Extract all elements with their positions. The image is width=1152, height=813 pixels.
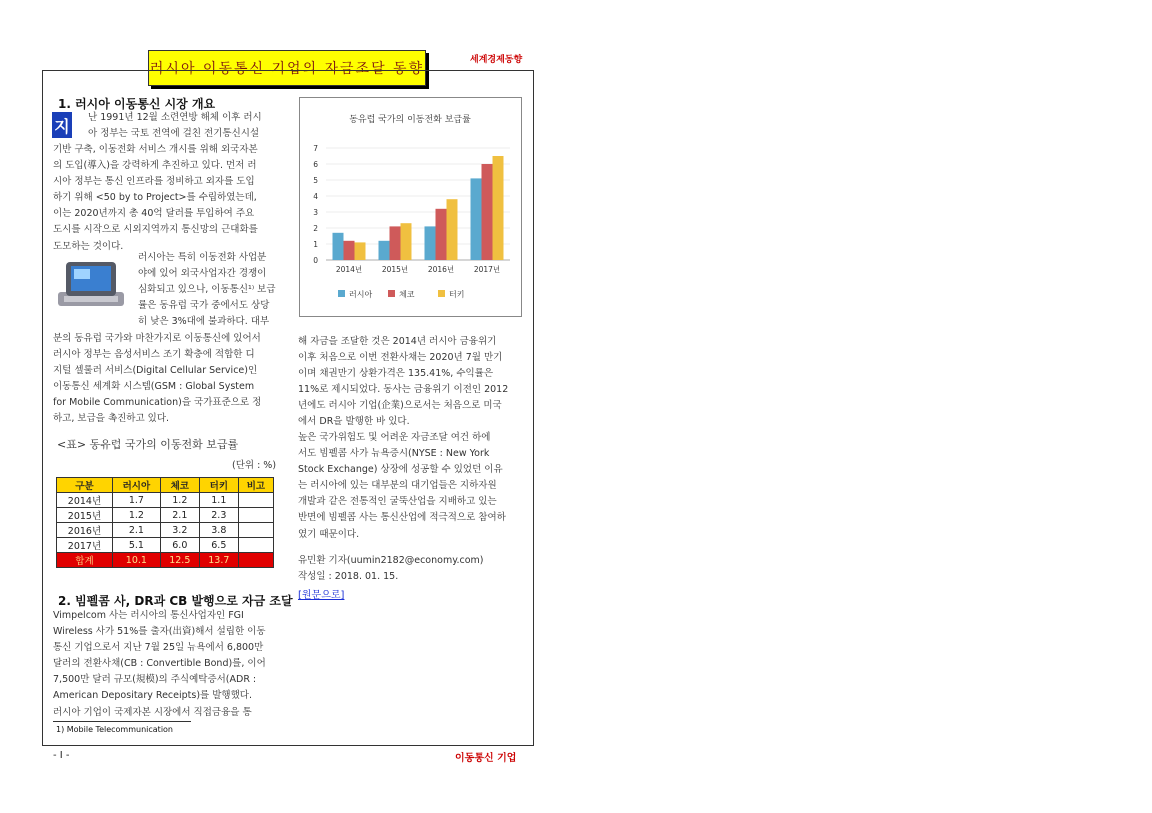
- page-title: 러시아 이동통신 기업의 자금조달 동향: [148, 50, 426, 86]
- sec1-para-c: 러시아는 특히 이동전화 사업분 야에 있어 외국사업자간 경쟁이 심화되고 있으나, 이동통신¹⁾ 보급 률은 동유럽 국가 중에서도 상당 히 낮은 3%대에 불과하다. 대부: [138, 252, 276, 328]
- section-tag: 세계경제동향: [470, 55, 523, 65]
- sec1-para-a: 난 1991년 12월 소련연방 해체 이후 러시 아 정부는 국토 전역에 걸친 전기통신시설: [88, 112, 262, 140]
- bar-러시아-2016년: [425, 226, 436, 260]
- bar-러시아-2017년: [471, 178, 482, 260]
- penetration-table: [56, 477, 274, 568]
- original-link[interactable]: [원문으로]: [298, 590, 345, 601]
- table-caption: <표> 동유럽 국가의 이동전화 보급률: [57, 438, 239, 451]
- y-tick-label: 4: [313, 192, 318, 201]
- bar-터키-2017년: [493, 156, 504, 260]
- table-header-row: [57, 478, 274, 493]
- legend-swatch: [338, 290, 345, 297]
- table-row: 2014년 1.7 1.2 1.1: [57, 493, 274, 508]
- bar-chart: [300, 98, 521, 316]
- y-tick-label: 0: [313, 256, 318, 265]
- mobile-phone-image: [54, 258, 128, 310]
- bar-러시아-2014년: [333, 233, 344, 260]
- chart-container: [299, 97, 522, 317]
- legend-swatch: [388, 290, 395, 297]
- bar-러시아-2015년: [379, 241, 390, 260]
- y-tick-label: 1: [313, 240, 318, 249]
- bar-체코-2015년: [390, 226, 401, 260]
- bar-체코-2014년: [344, 241, 355, 260]
- table-header: 구분: [57, 478, 113, 493]
- footer-section: 이동통신 기업: [455, 753, 517, 764]
- footnote-rule: [53, 721, 191, 722]
- bar-체코-2016년: [436, 209, 447, 260]
- y-tick-label: 5: [313, 176, 318, 185]
- table-row: 2017년 5.1 6.0 6.5: [57, 538, 274, 553]
- page-number: - I -: [53, 750, 70, 761]
- legend-swatch: [438, 290, 445, 297]
- table-row: 2016년 2.1 3.2 3.8: [57, 523, 274, 538]
- section2-heading: 2. 빔펠콤 사, DR과 CB 발행으로 자금 조달: [58, 594, 293, 608]
- sec2-para: Vimpelcom 사는 러시아의 통신사업자인 FGI Wireless 사가 51%를 출자(出資)해서 설립한 이동 통신 기업으로서 지난 7월 25일 뉴욕에서 6,800만 달러의 전환사채(CB : Convertible Bond)를, 이어 7,500만 달러 규모(規模)의 주식예탁증서(ADR : American Depositary Receipts)를 발행했다. 러시아 기업이 국제자본 시장에서 직접금융을 통: [53, 610, 266, 718]
- table-sum-row: 합계 10.1 12.5 13.7: [57, 553, 274, 568]
- table-unit: (단위 : %): [232, 460, 277, 471]
- reporter-info: 유민환 기자(uumin2182@economy.com) 작성일 : 2018. 01. 15.: [298, 555, 484, 583]
- y-tick-label: 2: [313, 224, 318, 233]
- x-tick-label: 2016년: [427, 265, 455, 274]
- sec1-para-b: 기반 구축, 이동전화 서비스 개시를 위해 외국자본 의 도입(導入)을 강력하게 추진하고 있다. 먼저 러 시아 정부는 통신 인프라를 정비하고 외자를 도입 하기 위해 <50 by to Project>를 수립하였는데, 이는 2020년까지 총 40억 달러를 투입하여 주요 도시를 시작으로 시외지역까지 통신망의 근대화를 도모하는 것이다.: [53, 144, 258, 252]
- legend-label: 터키: [449, 290, 465, 299]
- bar-터키-2015년: [401, 223, 412, 260]
- table-header: 체코: [160, 478, 199, 493]
- section1-heading: 1. 러시아 이동통신 시장 개요: [58, 97, 216, 111]
- y-tick-label: 7: [313, 144, 318, 153]
- legend-label: 러시아: [349, 290, 373, 299]
- table-row: 2015년 1.2 2.1 2.3: [57, 508, 274, 523]
- y-tick-label: 3: [313, 208, 318, 217]
- dropcap: 지: [52, 112, 72, 138]
- x-tick-label: 2014년: [335, 265, 363, 274]
- chart-title: 동유럽 국가의 이동전화 보급률: [349, 115, 471, 125]
- x-tick-label: 2017년: [473, 265, 501, 274]
- bar-터키-2014년: [355, 242, 366, 260]
- y-tick-label: 6: [313, 160, 318, 169]
- footnote: 1) Mobile Telecommunication: [56, 725, 173, 734]
- right-para-b: 높은 국가위험도 및 어려운 자금조달 여건 하에 서도 빔펠콤 사가 뉴욕증시(NYSE : New York Stock Exchange) 상장에 성공할 수 있었던 이유 는 러시아에 있는 대부분의 대기업들은 지하자원 개발과 같은 전통적인 굴뚝산업을 지배하고 있는 반면에 빔펠콤 사는 통신산업에 적극적으로 참여하 였기 때문이다.: [298, 432, 506, 540]
- sec1-para-d: 분의 동유럽 국가와 마찬가지로 이동통신에 있어서 러시아 정부는 음성서비스 조기 확충에 적합한 디 지털 셀룰러 서비스(Digital Cellular Service)인 이동통신 세계화 시스템(GSM : Global System for Mobile Communication)을 국가표준으로 정 하고, 보급을 촉진하고 있다.: [53, 333, 262, 425]
- x-tick-label: 2015년: [381, 265, 409, 274]
- table-header: 비고: [238, 478, 273, 493]
- table-header: 터키: [199, 478, 238, 493]
- table-header: 러시아: [112, 478, 160, 493]
- bar-체코-2017년: [482, 164, 493, 260]
- legend-label: 체코: [399, 290, 415, 299]
- right-para-a: 해 자금을 조달한 것은 2014년 러시아 금융위기 이후 처음으로 이번 전환사채는 2020년 7월 만기 이며 채권만기 상환가격은 135.41%, 수익률은 11%로 제시되었다. 동사는 금융위기 이전인 2012 년에도 러시아 기업(企業)으로서는 처음으로 미국 에서 DR을 발행한 바 있다.: [298, 336, 509, 428]
- bar-터키-2016년: [447, 199, 458, 260]
